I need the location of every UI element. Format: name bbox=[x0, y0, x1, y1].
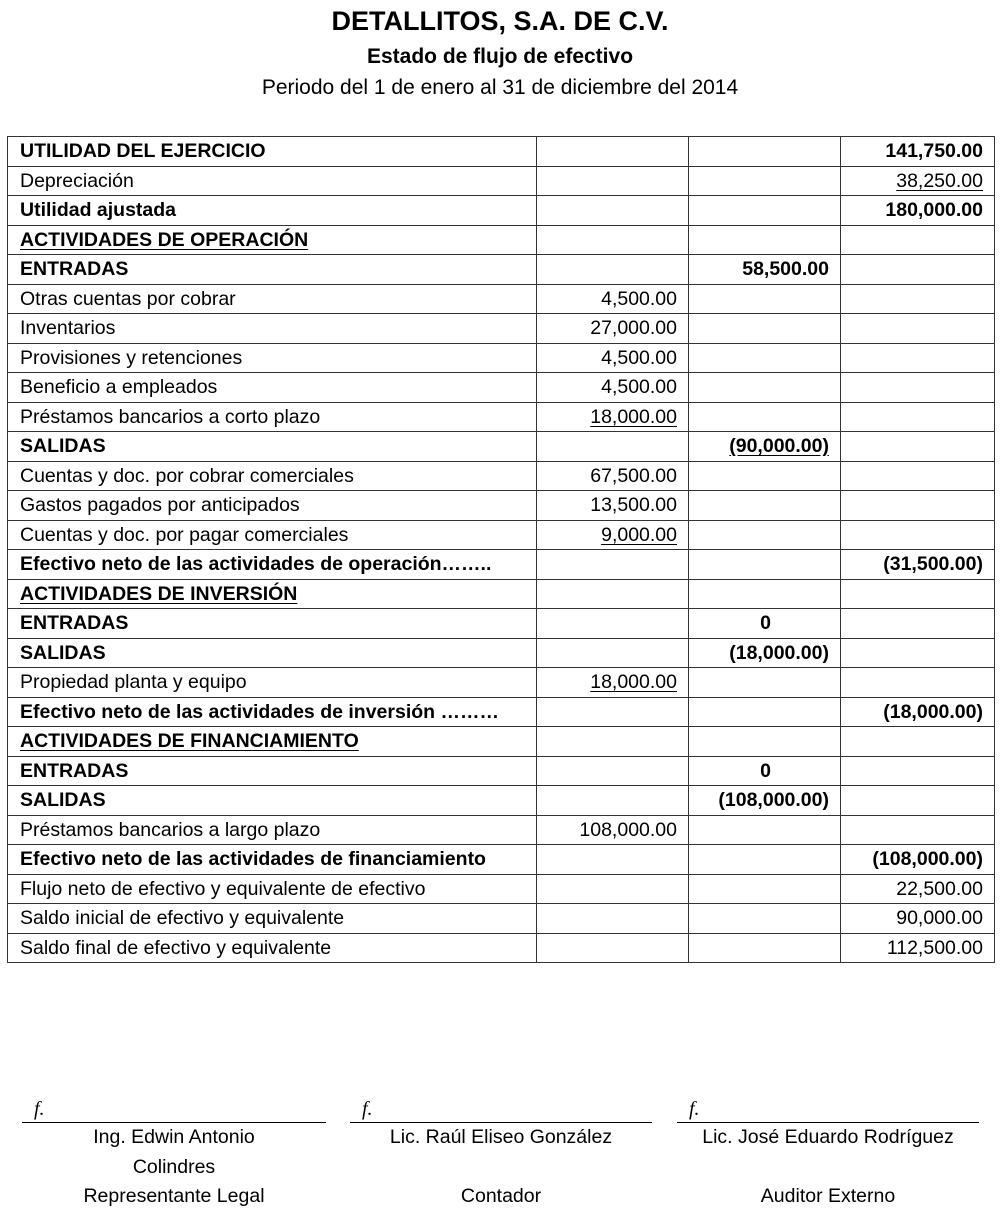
section-heading: ACTIVIDADES DE FINANCIAMIENTO bbox=[20, 730, 359, 753]
signer-name-cont bbox=[350, 1153, 652, 1183]
table-row bbox=[8, 314, 995, 344]
company-name: DETALLITOS, S.A. DE C.V. bbox=[331, 6, 669, 36]
row-label: Inventarios bbox=[8, 314, 537, 344]
table-row bbox=[8, 727, 995, 757]
row-label: Utilidad ajustada bbox=[8, 196, 537, 226]
amount: 38,250.00 bbox=[896, 169, 983, 192]
table-row bbox=[8, 845, 995, 875]
amount: 27,000.00 bbox=[537, 314, 689, 344]
row-label: SALIDAS bbox=[8, 786, 537, 816]
row-label: Saldo inicial de efectivo y equivalente bbox=[8, 904, 537, 934]
amount: 18,000.00 bbox=[590, 671, 677, 694]
table-row bbox=[8, 756, 995, 786]
table-row bbox=[8, 432, 995, 462]
row-label: Flujo neto de efectivo y equivalente de efectivo bbox=[8, 874, 537, 904]
amount: 4,500.00 bbox=[537, 373, 689, 403]
signer-name: Lic. José Eduardo Rodríguez bbox=[702, 1126, 954, 1148]
row-label: Préstamos bancarios a corto plazo bbox=[8, 402, 537, 432]
amount: 4,500.00 bbox=[537, 343, 689, 373]
amount: 0 bbox=[689, 756, 841, 786]
signer-role: Contador bbox=[460, 1185, 542, 1207]
row-label: Gastos pagados por anticipados bbox=[8, 491, 537, 521]
table-row bbox=[8, 137, 995, 167]
table-row bbox=[8, 255, 995, 285]
cash-flow-table bbox=[7, 136, 995, 963]
signature-auditor bbox=[677, 1096, 979, 1212]
row-label: ENTRADAS bbox=[8, 255, 537, 285]
amount: 67,500.00 bbox=[537, 461, 689, 491]
signature-mark: f. bbox=[34, 1098, 45, 1120]
row-label: ENTRADAS bbox=[8, 756, 537, 786]
amount: 58,500.00 bbox=[689, 255, 841, 285]
amount: 180,000.00 bbox=[841, 196, 995, 226]
amount: (31,500.00) bbox=[841, 550, 995, 580]
amount: 0 bbox=[689, 609, 841, 639]
table-row bbox=[8, 491, 995, 521]
signer-name-cont bbox=[677, 1153, 979, 1183]
table-row bbox=[8, 166, 995, 196]
signer-name-cont: Colindres bbox=[132, 1155, 216, 1178]
amount: 22,500.00 bbox=[841, 874, 995, 904]
amount: (108,000.00) bbox=[689, 786, 841, 816]
row-label: ENTRADAS bbox=[8, 609, 537, 639]
table-row bbox=[8, 874, 995, 904]
amount: 4,500.00 bbox=[537, 284, 689, 314]
table-row bbox=[8, 343, 995, 373]
table-row bbox=[8, 638, 995, 668]
table-row bbox=[8, 461, 995, 491]
table-row bbox=[8, 933, 995, 963]
amount: 141,750.00 bbox=[841, 137, 995, 167]
signer-name: Lic. Raúl Eliseo González bbox=[389, 1126, 613, 1148]
row-label: UTILIDAD DEL EJERCICIO bbox=[8, 137, 537, 167]
row-label: Otras cuentas por cobrar bbox=[8, 284, 537, 314]
table-row bbox=[8, 786, 995, 816]
row-label: Efectivo neto de las actividades de operación…….. bbox=[8, 550, 537, 580]
table-row bbox=[8, 579, 995, 609]
row-label: Provisiones y retenciones bbox=[8, 343, 537, 373]
statement-title: Estado de flujo de efectivo bbox=[366, 45, 634, 68]
section-heading: ACTIVIDADES DE OPERACIÓN bbox=[20, 228, 309, 251]
amount: 108,000.00 bbox=[537, 815, 689, 845]
row-label: SALIDAS bbox=[8, 638, 537, 668]
signature-mark: f. bbox=[689, 1098, 700, 1120]
table-row bbox=[8, 520, 995, 550]
row-label: Propiedad planta y equipo bbox=[8, 668, 537, 698]
table-row bbox=[8, 284, 995, 314]
signature-legal-rep bbox=[22, 1096, 326, 1212]
row-label: Cuentas y doc. por cobrar comerciales bbox=[8, 461, 537, 491]
amount: 9,000.00 bbox=[601, 523, 677, 546]
table-row bbox=[8, 402, 995, 432]
table-row bbox=[8, 697, 995, 727]
table-row bbox=[8, 815, 995, 845]
row-label: Saldo final de efectivo y equivalente bbox=[8, 933, 537, 963]
signer-role: Representante Legal bbox=[83, 1185, 265, 1207]
row-label: Depreciación bbox=[8, 166, 537, 196]
amount: 90,000.00 bbox=[841, 904, 995, 934]
row-label: Préstamos bancarios a largo plazo bbox=[8, 815, 537, 845]
table-row bbox=[8, 904, 995, 934]
signature-mark: f. bbox=[362, 1098, 373, 1120]
table-row bbox=[8, 373, 995, 403]
signature-accountant bbox=[350, 1096, 652, 1212]
row-label: Beneficio a empleados bbox=[8, 373, 537, 403]
row-label: SALIDAS bbox=[8, 432, 537, 462]
table-row bbox=[8, 668, 995, 698]
amount: (90,000.00) bbox=[729, 435, 829, 458]
table-row bbox=[8, 196, 995, 226]
amount: (18,000.00) bbox=[841, 697, 995, 727]
amount: (108,000.00) bbox=[841, 845, 995, 875]
amount: 112,500.00 bbox=[841, 933, 995, 963]
amount: (18,000.00) bbox=[689, 638, 841, 668]
amount: 13,500.00 bbox=[537, 491, 689, 521]
signer-name: Ing. Edwin Antonio bbox=[93, 1126, 255, 1148]
signer-role: Auditor Externo bbox=[760, 1185, 896, 1207]
table-row bbox=[8, 609, 995, 639]
statement-period: Periodo del 1 de enero al 31 de diciembre del 2014 bbox=[261, 76, 739, 99]
row-label: Efectivo neto de las actividades de financiamiento bbox=[8, 845, 537, 875]
table-row bbox=[8, 225, 995, 255]
section-heading: ACTIVIDADES DE INVERSIÓN bbox=[20, 582, 298, 605]
amount: 18,000.00 bbox=[590, 405, 677, 428]
table-row bbox=[8, 550, 995, 580]
row-label: Cuentas y doc. por pagar comerciales bbox=[8, 520, 537, 550]
row-label: Efectivo neto de las actividades de inversión ……… bbox=[8, 697, 537, 727]
